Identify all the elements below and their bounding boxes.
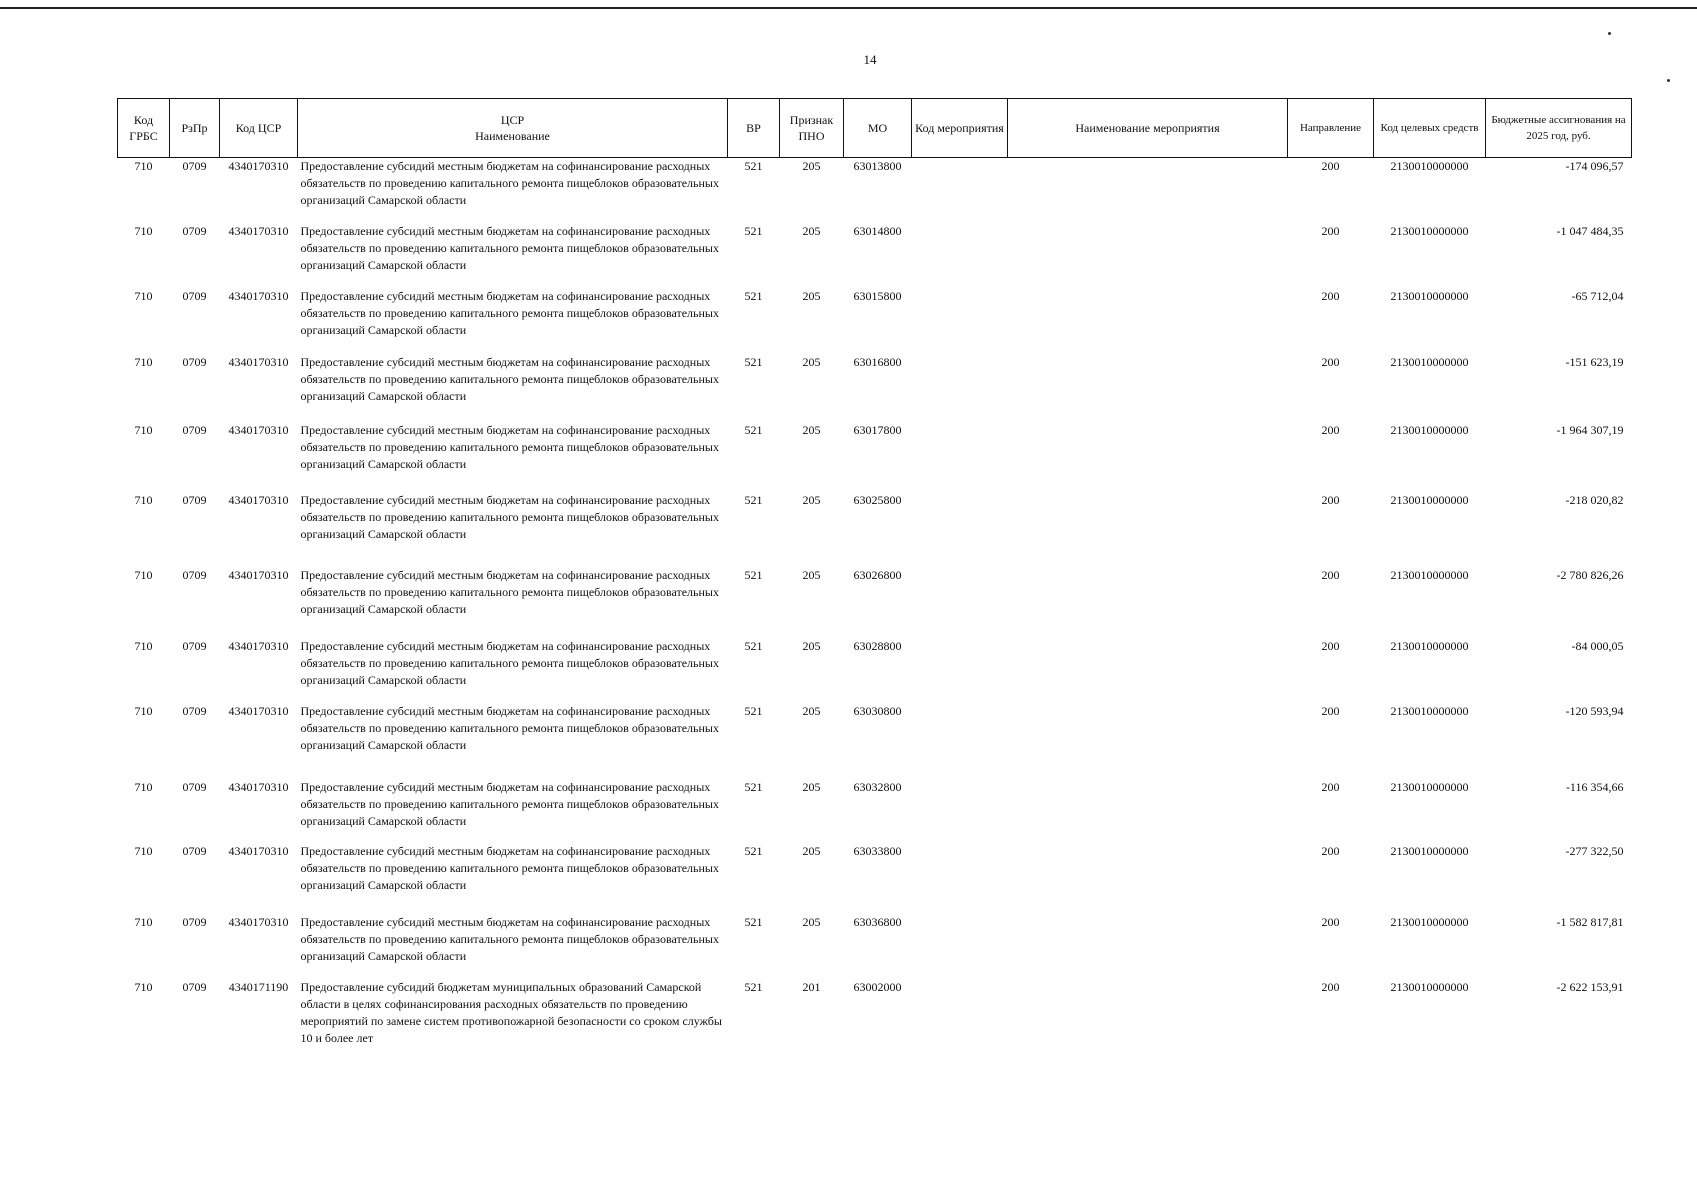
header-kod-grbs: Код ГРБС	[118, 99, 170, 158]
cell-pno: 205	[802, 638, 821, 653]
cell-csr: 4340170310	[228, 638, 289, 653]
cell-pno: 205	[802, 703, 821, 718]
cell-target-code: 2130010000000	[1390, 914, 1469, 929]
cell-name: Предоставление субсидий местным бюджетам на софинансирование расходных обязательств по проведению капитального ремонта пищеблоков образовательных организаций Самарской области	[300, 492, 719, 541]
cell-pno: 205	[802, 843, 821, 858]
cell-vr: 521	[744, 159, 763, 173]
table-header-row	[118, 99, 1632, 158]
cell-rzpr: 0709	[182, 159, 207, 173]
header-csr-name	[298, 99, 728, 158]
cell-event-code	[912, 914, 1008, 979]
cell-event-code	[912, 354, 1008, 422]
cell-direction: 200	[1321, 422, 1340, 437]
cell-vr: 521	[744, 492, 763, 507]
cell-target-code: 2130010000000	[1390, 843, 1469, 858]
cell-target-code: 2130010000000	[1390, 223, 1469, 238]
cell-target-code: 2130010000000	[1390, 354, 1469, 369]
table-row	[118, 422, 1632, 492]
cell-direction: 200	[1321, 492, 1340, 507]
cell-rzpr: 0709	[182, 638, 207, 653]
cell-rzpr: 0709	[182, 843, 207, 858]
cell-mo: 63028800	[853, 638, 902, 653]
cell-event-name	[1008, 567, 1288, 638]
cell-event-name	[1008, 979, 1288, 1059]
cell-name: Предоставление субсидий местным бюджетам на софинансирование расходных обязательств по проведению капитального ремонта пищеблоков образовательных организаций Самарской области	[300, 354, 719, 403]
cell-grbs: 710	[134, 159, 153, 173]
cell-event-code	[912, 567, 1008, 638]
cell-mo: 63026800	[853, 567, 902, 582]
cell-pno: 205	[802, 422, 821, 437]
table-row	[118, 567, 1632, 638]
cell-event-code	[912, 779, 1008, 843]
cell-name: Предоставление субсидий местным бюджетам на софинансирование расходных обязательств по проведению капитального ремонта пищеблоков образовательных организаций Самарской области	[300, 914, 719, 963]
table-row	[118, 843, 1632, 914]
cell-grbs: 710	[134, 779, 153, 794]
cell-grbs: 710	[134, 914, 153, 929]
cell-direction: 200	[1321, 223, 1340, 238]
cell-csr: 4340170310	[228, 288, 289, 303]
cell-target-code: 2130010000000	[1390, 779, 1469, 794]
cell-direction: 200	[1321, 354, 1340, 369]
cell-amount: -84 000,05	[1571, 638, 1624, 653]
cell-event-code	[912, 492, 1008, 567]
budget-table	[117, 98, 1632, 1059]
cell-vr: 521	[744, 914, 763, 929]
cell-vr: 521	[744, 979, 763, 994]
table-row	[118, 703, 1632, 779]
cell-grbs: 710	[134, 703, 153, 718]
cell-csr: 4340170310	[228, 843, 289, 858]
cell-grbs: 710	[134, 223, 153, 238]
cell-vr: 521	[744, 703, 763, 718]
cell-event-code	[912, 843, 1008, 914]
table-row	[118, 979, 1632, 1059]
cell-direction: 200	[1321, 779, 1340, 794]
cell-name: Предоставление субсидий местным бюджетам на софинансирование расходных обязательств по проведению капитального ремонта пищеблоков образовательных организаций Самарской области	[300, 779, 719, 828]
cell-pno: 205	[802, 914, 821, 929]
cell-direction: 200	[1321, 288, 1340, 303]
scan-speck	[1608, 32, 1611, 35]
cell-rzpr: 0709	[182, 354, 207, 369]
cell-amount: -2 780 826,26	[1556, 567, 1624, 582]
cell-rzpr: 0709	[182, 223, 207, 238]
cell-event-name	[1008, 914, 1288, 979]
cell-rzpr: 0709	[182, 914, 207, 929]
header-mo: МО	[844, 99, 912, 158]
cell-mo: 63013800	[853, 159, 902, 173]
cell-grbs: 710	[134, 843, 153, 858]
cell-target-code: 2130010000000	[1390, 422, 1469, 437]
cell-target-code: 2130010000000	[1390, 567, 1469, 582]
page-number: 14	[863, 52, 877, 67]
cell-csr: 4340170310	[228, 779, 289, 794]
cell-name: Предоставление субсидий бюджетам муниципальных образований Самарской области в целях софинансирования расходных обязательств по проведению мероприятий по замене систем противопожарной безопасности со сроком службы 10 и более лет	[300, 979, 722, 1045]
header-kod-csr: Код ЦСР	[220, 99, 298, 158]
cell-csr: 4340170310	[228, 703, 289, 718]
table-body	[118, 158, 1632, 1059]
cell-event-name	[1008, 779, 1288, 843]
scan-speck	[1667, 79, 1670, 82]
top-rule	[0, 7, 1697, 9]
cell-mo: 63002000	[853, 979, 902, 994]
cell-csr: 4340170310	[228, 223, 289, 238]
cell-event-name	[1008, 158, 1288, 223]
header-kod-meropriyatiya: Код мероприятия	[912, 99, 1008, 158]
cell-vr: 521	[744, 223, 763, 238]
cell-mo: 63015800	[853, 288, 902, 303]
cell-pno: 201	[802, 979, 821, 994]
cell-direction: 200	[1321, 914, 1340, 929]
cell-amount: -151 623,19	[1565, 354, 1624, 369]
cell-name: Предоставление субсидий местным бюджетам на софинансирование расходных обязательств по проведению капитального ремонта пищеблоков образовательных организаций Самарской области	[300, 223, 719, 272]
cell-pno: 205	[802, 354, 821, 369]
table-row	[118, 288, 1632, 354]
cell-name: Предоставление субсидий местным бюджетам на софинансирование расходных обязательств по проведению капитального ремонта пищеблоков образовательных организаций Самарской области	[300, 422, 719, 471]
header-rzpr: РзПр	[170, 99, 220, 158]
cell-rzpr: 0709	[182, 779, 207, 794]
header-priznak-pno: Признак ПНО	[780, 99, 844, 158]
cell-pno: 205	[802, 223, 821, 238]
cell-csr: 4340170310	[228, 492, 289, 507]
cell-rzpr: 0709	[182, 703, 207, 718]
cell-event-name	[1008, 703, 1288, 779]
cell-grbs: 710	[134, 354, 153, 369]
cell-pno: 205	[802, 567, 821, 582]
cell-direction: 200	[1321, 567, 1340, 582]
cell-amount: -1 047 484,35	[1556, 223, 1624, 238]
cell-vr: 521	[744, 638, 763, 653]
cell-rzpr: 0709	[182, 492, 207, 507]
cell-mo: 63036800	[853, 914, 902, 929]
cell-csr: 4340170310	[228, 354, 289, 369]
cell-grbs: 710	[134, 422, 153, 437]
cell-rzpr: 0709	[182, 979, 207, 994]
cell-amount: -174 096,57	[1565, 159, 1624, 173]
table-row	[118, 492, 1632, 567]
cell-event-code	[912, 158, 1008, 223]
cell-csr: 4340170310	[228, 422, 289, 437]
cell-rzpr: 0709	[182, 288, 207, 303]
cell-amount: -2 622 153,91	[1556, 979, 1624, 994]
cell-event-name	[1008, 492, 1288, 567]
cell-event-name	[1008, 354, 1288, 422]
cell-pno: 205	[802, 159, 821, 173]
cell-target-code: 2130010000000	[1390, 979, 1469, 994]
cell-event-code	[912, 223, 1008, 288]
cell-name: Предоставление субсидий местным бюджетам на софинансирование расходных обязательств по проведению капитального ремонта пищеблоков образовательных организаций Самарской области	[300, 843, 719, 892]
table-row	[118, 158, 1632, 223]
cell-event-code	[912, 979, 1008, 1059]
cell-rzpr: 0709	[182, 422, 207, 437]
cell-direction: 200	[1321, 843, 1340, 858]
cell-event-name	[1008, 638, 1288, 703]
cell-vr: 521	[744, 567, 763, 582]
header-kod-celevyh: Код целевых средств	[1374, 99, 1486, 158]
cell-event-name	[1008, 288, 1288, 354]
cell-target-code: 2130010000000	[1390, 159, 1469, 173]
cell-pno: 205	[802, 492, 821, 507]
table-row	[118, 223, 1632, 288]
cell-event-code	[912, 422, 1008, 492]
cell-amount: -1 964 307,19	[1556, 422, 1624, 437]
cell-rzpr: 0709	[182, 567, 207, 582]
cell-name: Предоставление субсидий местным бюджетам на софинансирование расходных обязательств по проведению капитального ремонта пищеблоков образовательных организаций Самарской области	[300, 567, 719, 616]
cell-grbs: 710	[134, 288, 153, 303]
cell-vr: 521	[744, 288, 763, 303]
cell-event-name	[1008, 422, 1288, 492]
table-row	[118, 354, 1632, 422]
cell-mo: 63025800	[853, 492, 902, 507]
cell-direction: 200	[1321, 979, 1340, 994]
cell-mo: 63033800	[853, 843, 902, 858]
cell-pno: 205	[802, 779, 821, 794]
cell-target-code: 2130010000000	[1390, 638, 1469, 653]
header-napravlenie: Направление	[1288, 99, 1374, 158]
cell-amount: -1 582 817,81	[1556, 914, 1624, 929]
cell-grbs: 710	[134, 638, 153, 653]
cell-csr: 4340171190	[228, 979, 289, 994]
table-row	[118, 638, 1632, 703]
cell-event-name	[1008, 223, 1288, 288]
header-vr: ВР	[728, 99, 780, 158]
cell-csr: 4340170310	[228, 914, 289, 929]
cell-mo: 63017800	[853, 422, 902, 437]
cell-amount: -116 354,66	[1565, 779, 1624, 794]
cell-amount: -120 593,94	[1565, 703, 1624, 718]
cell-csr: 4340170310	[228, 159, 289, 173]
cell-direction: 200	[1321, 159, 1340, 173]
cell-mo: 63032800	[853, 779, 902, 794]
cell-vr: 521	[744, 422, 763, 437]
cell-csr: 4340170310	[228, 567, 289, 582]
cell-amount: -218 020,82	[1565, 492, 1624, 507]
cell-target-code: 2130010000000	[1390, 288, 1469, 303]
cell-vr: 521	[744, 779, 763, 794]
cell-event-code	[912, 288, 1008, 354]
cell-event-name	[1008, 843, 1288, 914]
cell-mo: 63016800	[853, 354, 902, 369]
cell-amount: -277 322,50	[1565, 843, 1624, 858]
cell-vr: 521	[744, 843, 763, 858]
header-csr-line1: ЦСР	[500, 113, 525, 127]
cell-event-code	[912, 703, 1008, 779]
header-naim-meropriyatiya: Наименование мероприятия	[1008, 99, 1288, 158]
table-row	[118, 779, 1632, 843]
cell-amount: -65 712,04	[1571, 288, 1624, 303]
cell-name: Предоставление субсидий местным бюджетам на софинансирование расходных обязательств по проведению капитального ремонта пищеблоков образовательных организаций Самарской области	[300, 638, 719, 687]
cell-grbs: 710	[134, 979, 153, 994]
cell-vr: 521	[744, 354, 763, 369]
cell-event-code	[912, 638, 1008, 703]
cell-name: Предоставление субсидий местным бюджетам на софинансирование расходных обязательств по проведению капитального ремонта пищеблоков образовательных организаций Самарской области	[300, 288, 719, 337]
cell-name: Предоставление субсидий местным бюджетам на софинансирование расходных обязательств по проведению капитального ремонта пищеблоков образовательных организаций Самарской области	[300, 159, 719, 207]
cell-direction: 200	[1321, 638, 1340, 653]
cell-name: Предоставление субсидий местным бюджетам на софинансирование расходных обязательств по проведению капитального ремонта пищеблоков образовательных организаций Самарской области	[300, 703, 719, 752]
cell-target-code: 2130010000000	[1390, 492, 1469, 507]
cell-grbs: 710	[134, 492, 153, 507]
header-csr-line2: Наименование	[475, 129, 550, 143]
cell-mo: 63014800	[853, 223, 902, 238]
cell-direction: 200	[1321, 703, 1340, 718]
cell-grbs: 710	[134, 567, 153, 582]
cell-target-code: 2130010000000	[1390, 703, 1469, 718]
table-row	[118, 914, 1632, 979]
header-budget: Бюджетные ассигнования на 2025 год, руб.	[1486, 99, 1632, 158]
cell-pno: 205	[802, 288, 821, 303]
cell-mo: 63030800	[853, 703, 902, 718]
